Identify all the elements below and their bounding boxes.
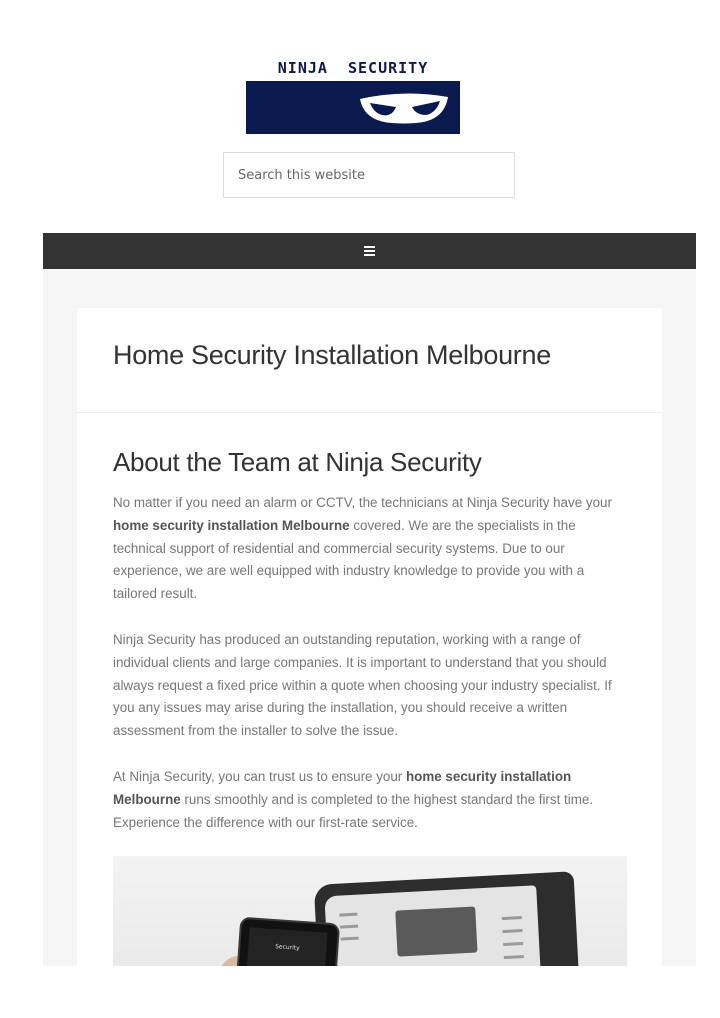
entry-content — [77, 413, 662, 966]
paragraph-trust — [113, 766, 629, 834]
paragraph-text: covered. We are the specialists in the technical support of residential and commercial security systems. Due to our experience, we are well equipped with industry knowledge to provide you with a tailored result. — [113, 517, 585, 602]
logo-band — [246, 81, 460, 134]
hamburger-menu-icon[interactable] — [363, 244, 377, 258]
search-input[interactable] — [223, 152, 515, 198]
paragraph-text: No matter if you need an alarm or CCTV, the technicians at Ninja Security have your — [113, 495, 612, 510]
paragraph-reputation: Ninja Security has produced an outstanding reputation, working with a range of individual clients and large companies. It is important to understand that you should always request a fixed price within a quote when choosing your industry specialist. If you any issues may arise during the installation, you should receive a written assessment from the installer to solve the issue. — [113, 632, 612, 739]
site-inner — [43, 269, 696, 966]
page-title: Home Security Installation Melbourne — [113, 340, 551, 370]
alarm-keypad-image — [314, 871, 580, 966]
phone-label: Security — [274, 943, 300, 952]
paragraph-text: runs smoothly and is completed to the highest standard the first time. Experience the difference with our first-rate service. — [113, 791, 594, 830]
keyword-bold: home security installation Melbourne — [113, 769, 572, 807]
section-heading: About the Team at Ninja Security — [113, 447, 482, 477]
paragraph-text: At Ninja Security, you can trust us to ensure your — [113, 769, 406, 784]
smartphone-image — [234, 917, 340, 966]
ninja-mask-icon — [356, 87, 452, 127]
site-logo[interactable] — [246, 56, 460, 136]
paragraph-intro — [113, 492, 629, 606]
alarm-panel-photo — [113, 856, 627, 966]
logo-wordmark: NINJA SECURITY — [277, 59, 429, 77]
keyword-bold: home security installation Melbourne — [113, 517, 350, 533]
primary-nav-bar — [43, 233, 696, 269]
entry-header — [77, 308, 662, 413]
